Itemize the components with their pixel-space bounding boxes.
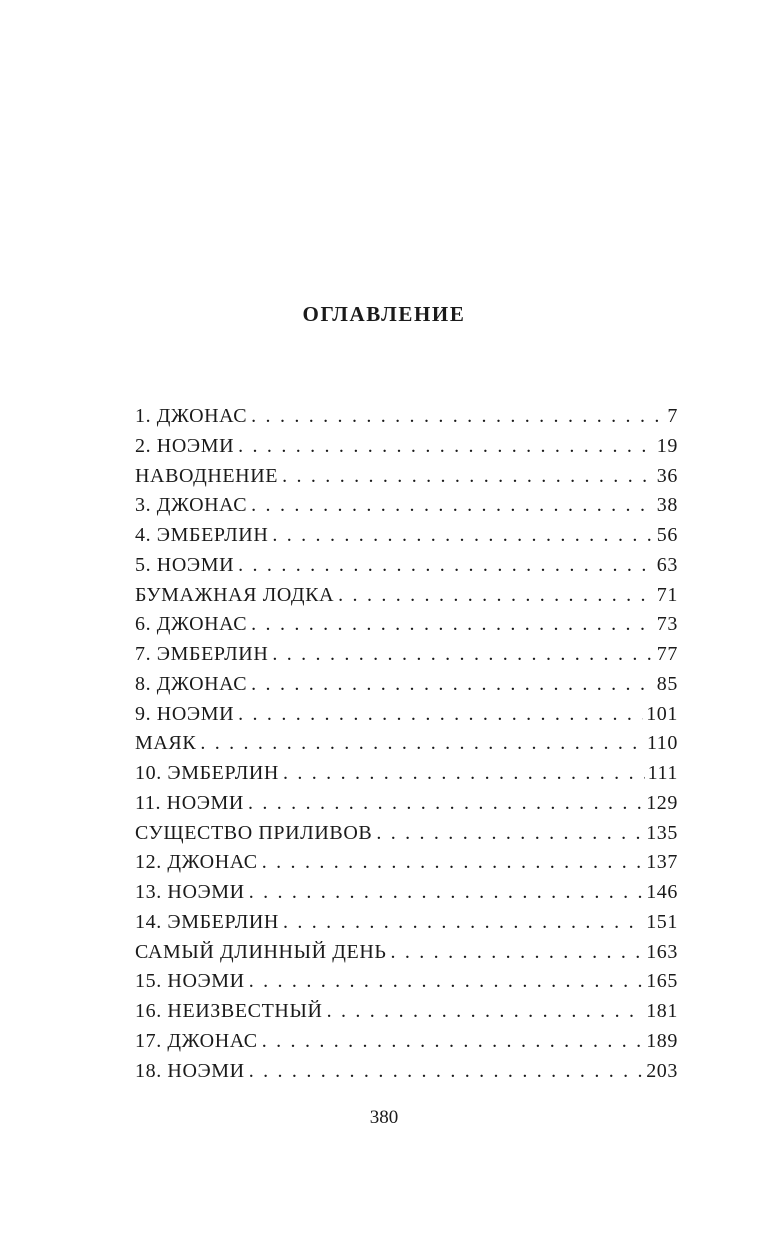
- toc-leader-dots: [251, 613, 654, 636]
- toc-entry-label: 12. ДЖОНАС: [135, 851, 258, 874]
- toc-entry: [135, 465, 678, 495]
- toc-entry: [135, 792, 678, 822]
- toc-leader-dots: [272, 524, 653, 547]
- toc-entry-page: 137: [646, 851, 678, 874]
- toc-entry-page: 189: [646, 1029, 678, 1052]
- toc-entry-label: 5. НОЭМИ: [135, 553, 235, 576]
- toc-entry-label: 8. ДЖОНАС: [135, 672, 248, 695]
- toc-leader-dots: [262, 1030, 643, 1053]
- toc-entry: [135, 643, 678, 673]
- toc-entry-label: 14. ЭМБЕРЛИН: [135, 910, 279, 933]
- toc-entry-page: 111: [647, 762, 678, 784]
- toc-entry-page: 181: [646, 1000, 678, 1022]
- toc-leader-dots: [248, 792, 643, 815]
- toc-entry-page: 63: [656, 553, 678, 576]
- toc-leader-dots: [376, 822, 643, 845]
- toc-entry-label: 18. НОЭМИ: [135, 1059, 245, 1082]
- toc-entry: [135, 762, 678, 792]
- toc-entry-page: 101: [646, 702, 678, 725]
- toc-leader-dots: [283, 762, 645, 785]
- toc-leader-dots: [262, 851, 643, 874]
- toc-entry-page: 151: [646, 910, 678, 933]
- toc-entry: [135, 613, 678, 643]
- toc-leader-dots: [251, 405, 664, 428]
- toc-entry: [135, 405, 678, 435]
- toc-entry-page: 77: [656, 643, 678, 665]
- toc-leader-dots: [238, 703, 643, 726]
- toc-entry-label: 17. ДЖОНАС: [135, 1029, 258, 1052]
- page-number: 380: [369, 1107, 399, 1128]
- toc-entry: [135, 435, 678, 465]
- toc-leader-dots: [283, 911, 643, 934]
- toc-entry-page: 71: [656, 583, 678, 606]
- toc-leader-dots: [272, 643, 653, 666]
- toc-entry-page: 129: [646, 791, 678, 814]
- toc-entry-page: 56: [656, 524, 678, 546]
- toc-entry: [135, 554, 678, 584]
- toc-entry: [135, 673, 678, 703]
- toc-entry: [135, 851, 678, 881]
- toc-entry-page: 7: [667, 405, 678, 427]
- toc-entry-label: СУЩЕСТВО ПРИЛИВОВ: [135, 821, 373, 844]
- toc-entry-label: 7. ЭМБЕРЛИН: [135, 643, 269, 665]
- toc-entry-label: 11. НОЭМИ: [135, 791, 244, 814]
- toc-entry-page: 36: [656, 464, 678, 487]
- toc-leader-dots: [238, 435, 654, 458]
- toc-leader-dots: [200, 732, 644, 755]
- toc-entry-label: САМЫЙ ДЛИННЫЙ ДЕНЬ: [135, 940, 387, 963]
- page-title: ОГЛАВЛЕНИЕ: [302, 302, 466, 327]
- toc-entry-label: 15. НОЭМИ: [135, 970, 245, 993]
- toc-list: [135, 405, 678, 1089]
- toc-entry: [135, 732, 678, 762]
- toc-entry: [135, 881, 678, 911]
- toc-entry-label: 3. ДЖОНАС: [135, 494, 248, 517]
- toc-entry-label: 13. НОЭМИ: [135, 881, 245, 903]
- toc-entry: [135, 524, 678, 554]
- toc-entry-label: НАВОДНЕНИЕ: [135, 464, 279, 487]
- toc-leader-dots: [249, 881, 643, 904]
- toc-entry-page: 85: [656, 672, 678, 695]
- toc-entry-label: 16. НЕИЗВЕСТНЫЙ: [135, 1000, 323, 1022]
- toc-entry: [135, 941, 678, 971]
- toc-entry: [135, 911, 678, 941]
- toc-leader-dots: [249, 1060, 643, 1083]
- toc-leader-dots: [390, 941, 643, 964]
- toc-entry: [135, 703, 678, 733]
- toc-leader-dots: [251, 494, 654, 517]
- toc-entry: [135, 822, 678, 852]
- toc-leader-dots: [282, 465, 654, 488]
- toc-entry-label: 1. ДЖОНАС: [135, 405, 248, 427]
- toc-entry: [135, 1030, 678, 1060]
- toc-entry-page: 165: [646, 970, 678, 993]
- toc-entry-label: 9. НОЭМИ: [135, 702, 235, 725]
- toc-entry-page: 135: [646, 821, 678, 844]
- toc-entry: [135, 1000, 678, 1030]
- toc-leader-dots: [249, 970, 643, 993]
- toc-entry: [135, 584, 678, 614]
- toc-leader-dots: [338, 584, 654, 607]
- toc-entry-label: 6. ДЖОНАС: [135, 613, 248, 636]
- toc-entry-label: БУМАЖНАЯ ЛОДКА: [135, 583, 335, 606]
- toc-entry-page: 19: [656, 434, 678, 457]
- toc-entry: [135, 1060, 678, 1090]
- toc-leader-dots: [251, 673, 654, 696]
- toc-leader-dots: [238, 554, 654, 577]
- toc-entry-page: 110: [646, 732, 678, 755]
- toc-entry-label: 2. НОЭМИ: [135, 434, 235, 457]
- toc-entry-label: 10. ЭМБЕРЛИН: [135, 762, 279, 784]
- toc-entry: [135, 494, 678, 524]
- toc-entry-label: МАЯК: [135, 732, 197, 755]
- toc-entry: [135, 970, 678, 1000]
- toc-entry-page: 38: [656, 494, 678, 517]
- toc-entry-page: 146: [646, 881, 678, 903]
- toc-entry-page: 203: [646, 1059, 678, 1082]
- toc-entry-page: 73: [656, 613, 678, 636]
- toc-leader-dots: [327, 1000, 644, 1023]
- toc-entry-page: 163: [646, 940, 678, 963]
- toc-entry-label: 4. ЭМБЕРЛИН: [135, 524, 269, 546]
